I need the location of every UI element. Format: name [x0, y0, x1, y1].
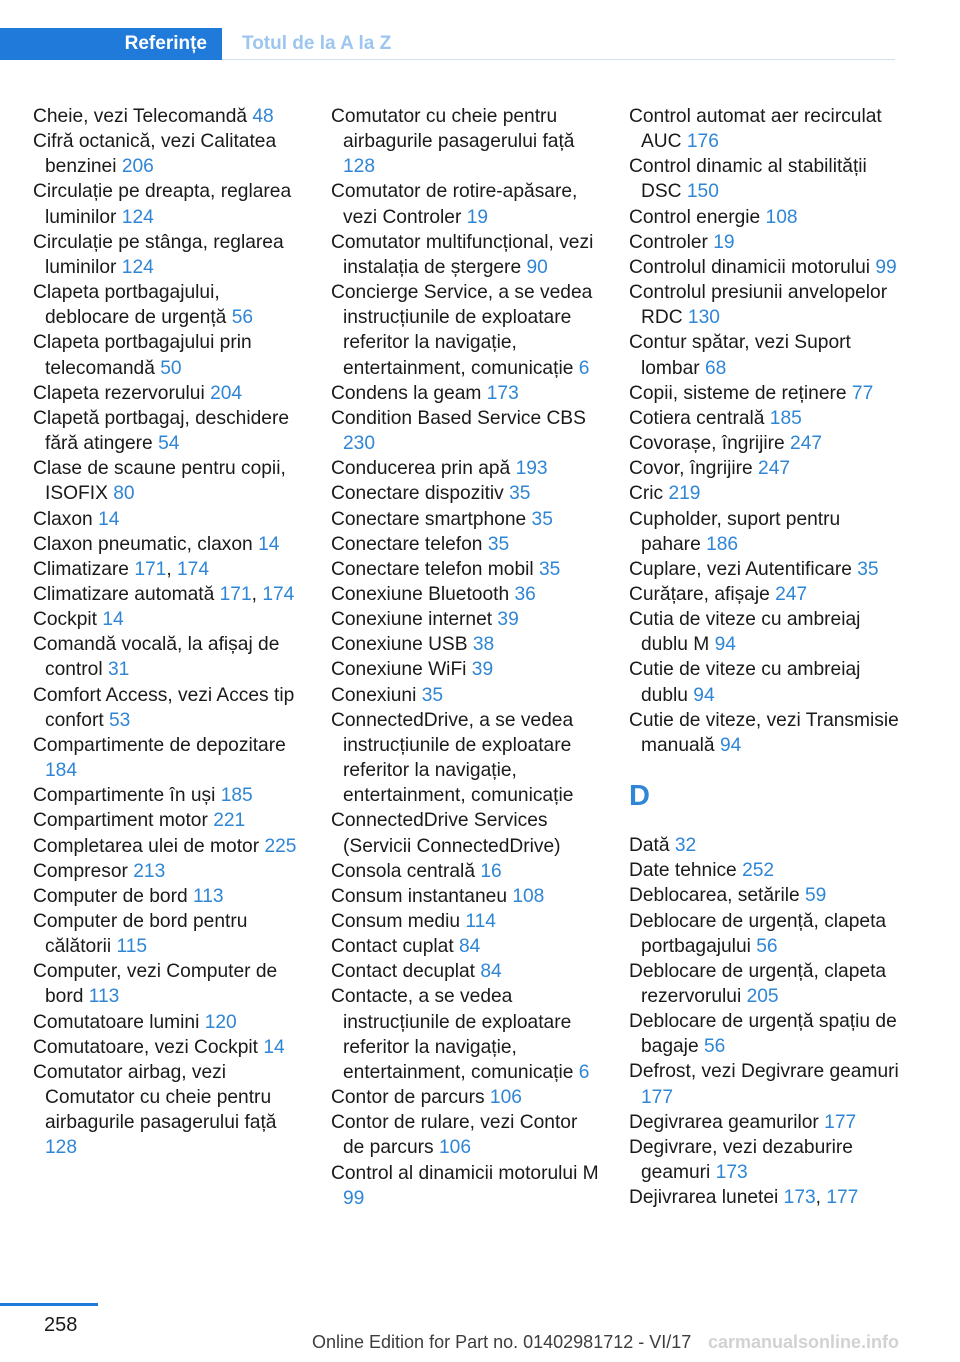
page-link[interactable]: 230: [343, 433, 376, 455]
index-entry: [331, 532, 601, 557]
page-link[interactable]: 39: [471, 659, 494, 681]
index-entry: [629, 1009, 899, 1059]
index-entry-text: Degivrarea geamurilor: [629, 1111, 819, 1133]
index-entry-text: Date tehnice: [629, 860, 737, 882]
page-link[interactable]: 113: [193, 885, 224, 907]
page-link[interactable]: 90: [526, 256, 548, 278]
page-link[interactable]: 120: [204, 1011, 237, 1033]
index-entry-text: Deblocare de urgență spațiu de bagaje: [629, 1011, 897, 1058]
index-entry-text: Claxon: [33, 508, 93, 530]
index-entry-text: Deblocare de urgență, clapeta portbagajului: [629, 910, 887, 957]
index-entry-text: Controlul dinamicii motorului: [629, 256, 871, 278]
index-entry-text: Comutatoare, vezi Cockpit: [33, 1036, 259, 1058]
page-link[interactable]: 94: [693, 684, 715, 706]
index-entry-text: Cifră octanică, vezi Calitatea benzinei: [33, 131, 277, 178]
index-entry: [629, 456, 899, 481]
page-link[interactable]: 53: [109, 709, 131, 731]
index-entry-text: Conducerea prin apă: [331, 458, 511, 480]
index-entry: [629, 1135, 899, 1185]
page-link[interactable]: 77: [851, 382, 874, 404]
index-entry-text: Covorașe, îngrijire: [629, 433, 785, 455]
page-link[interactable]: 124: [121, 206, 154, 228]
index-entry: [331, 381, 601, 406]
index-entry-text: Degivrare, vezi dezaburire geamuri: [629, 1136, 853, 1184]
page-link[interactable]: 173: [715, 1162, 748, 1184]
index-entry: [33, 959, 303, 1009]
page-link[interactable]: 19: [713, 231, 735, 253]
page-link[interactable]: 221: [213, 810, 246, 832]
index-entry-text: Climatizare automată: [33, 583, 215, 605]
index-entry-text: Concierge Service, a se vedea instrucțiunile de exploatare referitor la navigație, entertainment, comunicație: [331, 282, 593, 379]
page-link[interactable]: 150: [686, 181, 719, 203]
index-entry: [331, 507, 601, 532]
index-entry-text: Claxon pneumatic, claxon: [33, 533, 253, 555]
index-entry-text: Computer de bord: [33, 885, 188, 907]
index-entry-text: Cutia de viteze cu ambreiaj dublu M: [629, 609, 861, 656]
index-entry-text: Contacte, a se vedea instrucțiunile de exploatare referitor la navigație, entertainment, comunicație: [331, 986, 574, 1083]
header-tab-bar: [0, 28, 895, 60]
page-link[interactable]: 94: [714, 634, 736, 656]
index-entry: [629, 657, 899, 707]
page-link[interactable]: 173: [486, 382, 519, 404]
index-entry-text: Clapeta portbagajului prin telecomandă: [33, 332, 252, 379]
index-entry-text: Controler: [629, 231, 708, 253]
index-entry: [629, 104, 899, 154]
watermark: carmanualsonline.info: [708, 1332, 900, 1352]
index-entry: [331, 607, 601, 632]
page-link[interactable]: 205: [746, 986, 779, 1007]
index-entry-text: Circulație pe stânga, reglarea luminilor: [33, 231, 284, 278]
index-entry-text: Clase de scaune pentru copii, ISOFIX: [33, 458, 286, 505]
index-entry-text: Deblocarea, setările: [629, 885, 800, 907]
index-entry-text: Consum mediu: [331, 911, 461, 932]
page-link[interactable]: 171: [134, 558, 167, 580]
page-link[interactable]: 14: [258, 533, 280, 555]
index-entry-text: Conectare telefon: [331, 533, 483, 555]
page-link[interactable]: 177: [641, 1086, 674, 1108]
index-entry-text: Conexiuni: [331, 684, 417, 706]
tab-referinte[interactable]: Referințe: [0, 28, 222, 60]
page-link[interactable]: 106: [489, 1087, 522, 1109]
page-link[interactable]: 31: [107, 659, 130, 681]
page-link[interactable]: 185: [769, 407, 802, 429]
index-entry-text: ConnectedDrive, a se vedea instrucțiunile de exploatare referitor la navigație, entertainment, comunicație: [331, 709, 574, 807]
index-entry-text: Compartiment motor: [33, 810, 208, 832]
index-entry-text: Comutator de rotire-apăsare, vezi Controler: [331, 181, 578, 228]
index-entry-text: Condens la geam: [331, 382, 482, 404]
index-entry: [629, 833, 899, 858]
index-entry: [33, 381, 303, 406]
index-entry-text: Comandă vocală, la afișaj de control: [33, 634, 280, 681]
index-entry: [629, 507, 899, 557]
index-entry-text: Conectare smartphone: [331, 508, 527, 530]
page-link[interactable]: 225: [264, 835, 297, 857]
index-column-2: [331, 104, 601, 1211]
page-link[interactable]: 185: [220, 785, 253, 807]
index-entry: [331, 406, 601, 456]
index-entry-text: Cotiera centrală: [629, 407, 765, 429]
index-entry: [629, 1110, 899, 1135]
page-link[interactable]: 99: [875, 256, 897, 278]
index-entry: [331, 481, 601, 506]
page-number: 258: [44, 1314, 78, 1336]
index-entry-text: Climatizare: [33, 558, 129, 580]
page-link[interactable]: 173: [783, 1187, 816, 1209]
index-entry-text: Clapetă portbagaj, deschidere fără atingere: [33, 407, 290, 455]
index-entry-text: Dată: [629, 835, 670, 857]
index-entry-text: Compresor: [33, 860, 128, 882]
page-link[interactable]: 35: [531, 508, 553, 530]
page-link[interactable]: 193: [515, 458, 548, 480]
index-entry-text: Conexiune internet: [331, 609, 493, 631]
page-link[interactable]: 59: [805, 885, 827, 907]
page-link[interactable]: 54: [158, 433, 180, 455]
page-link[interactable]: 84: [459, 936, 481, 958]
index-entry: [33, 607, 303, 632]
index-entry: [331, 884, 601, 909]
page-link[interactable]: 39: [497, 609, 519, 631]
page-link[interactable]: 6: [578, 1061, 590, 1083]
index-entry: [33, 1010, 303, 1035]
index-entry-text: Cric: [629, 483, 664, 505]
index-entry-text: Condition Based Service CBS: [331, 407, 586, 429]
page-link[interactable]: 14: [263, 1036, 285, 1058]
page-link[interactable]: 106: [439, 1137, 472, 1159]
index-entry: [33, 884, 303, 909]
index-entry: [331, 1085, 601, 1110]
index-entry-text: Comfort Access, vezi Acces tip confort: [33, 684, 295, 731]
page-link[interactable]: 84: [480, 961, 502, 983]
page-link[interactable]: 108: [765, 206, 798, 228]
page-link[interactable]: 128: [343, 156, 376, 178]
index-entry: [629, 255, 899, 280]
index-column-3: [629, 104, 899, 1210]
tab-divider: [222, 59, 895, 60]
index-entry: [331, 632, 601, 657]
index-entry: [629, 708, 899, 758]
page-link[interactable]: 171: [219, 583, 252, 605]
index-entry-text: Cuplare, vezi Autentificare: [629, 558, 852, 580]
index-entry: [629, 481, 899, 506]
page-link[interactable]: 124: [121, 256, 154, 278]
page-link[interactable]: 35: [509, 483, 531, 505]
index-entry: [331, 683, 601, 708]
index-entry-text: Compartimente în uși: [33, 785, 216, 807]
page-link[interactable]: 35: [539, 558, 561, 580]
index-entry-text: Contact decuplat: [331, 961, 475, 983]
index-entry-text: Cheie, vezi Telecomandă: [33, 106, 248, 127]
footer-accent-line: [0, 1303, 98, 1306]
page-link[interactable]: 108: [512, 885, 545, 907]
index-entry: [629, 582, 899, 607]
index-entry: [331, 934, 601, 959]
index-entry-text: Curățare, afișaje: [629, 583, 770, 605]
page-link[interactable]: 35: [857, 558, 879, 580]
page-link[interactable]: 247: [775, 583, 808, 605]
index-entry: [331, 280, 601, 381]
index-entry: [33, 632, 303, 682]
index-entry: [33, 280, 303, 330]
index-entry-text: Defrost, vezi Degivrare geamuri: [629, 1061, 899, 1083]
index-entry: [33, 1035, 303, 1060]
index-entry-text: Comutator airbag, vezi Comutator cu cheie pentru airbagurile pasagerului față: [33, 1061, 277, 1134]
page-link[interactable]: 252: [742, 860, 775, 882]
index-entry: [331, 984, 601, 1085]
index-entry: [331, 1161, 601, 1211]
index-entry-text: Comutatoare lumini: [33, 1011, 200, 1033]
page-link[interactable]: 128: [45, 1137, 78, 1159]
page-link[interactable]: 174: [177, 558, 210, 580]
index-entry: [331, 708, 601, 809]
page-link[interactable]: 114: [465, 911, 496, 932]
index-entry: [331, 657, 601, 682]
index-entry: [33, 834, 303, 859]
index-entry: [331, 230, 601, 280]
index-column-1: [33, 104, 303, 1161]
page-link[interactable]: 16: [480, 860, 502, 882]
index-entry-text: Compartimente de depozitare: [33, 734, 286, 756]
index-entry: [33, 406, 303, 456]
index-entry-text: Consola centrală: [331, 860, 475, 882]
index-entry: [33, 532, 303, 557]
index-entry: [331, 909, 601, 934]
index-entry-text: Cupholder, suport pentru pahare: [629, 508, 841, 555]
index-entry: [629, 607, 899, 657]
index-entry: [33, 733, 303, 783]
index-entry: [629, 1059, 899, 1109]
index-entry: [629, 909, 899, 959]
edition-note: Online Edition for Part no. 01402981712 - VI/17: [312, 1332, 692, 1352]
index-entry: [331, 456, 601, 481]
index-entry-text: Cutie de viteze cu ambreiaj dublu: [629, 659, 861, 706]
page-link[interactable]: 113: [88, 986, 120, 1008]
index-entry-text: Comutator cu cheie pentru airbagurile pasagerului față: [331, 106, 575, 153]
page-link[interactable]: 247: [790, 433, 823, 455]
index-entry-text: Control automat aer recirculat AUC: [629, 106, 882, 153]
index-entry: [629, 431, 899, 456]
page-link[interactable]: 186: [706, 533, 739, 555]
page-link[interactable]: 206: [121, 156, 154, 178]
index-entry: [33, 330, 303, 380]
index-entry-text: Computer, vezi Computer de bord: [33, 961, 278, 1008]
index-entry: [331, 959, 601, 984]
index-entry: [33, 179, 303, 229]
index-entry-text: Conexiune WiFi: [331, 659, 467, 681]
index-entry-text: Contact cuplat: [331, 936, 454, 958]
index-entry: [629, 858, 899, 883]
index-entry-text: Clapeta portbagajului, deblocare de urgență: [33, 282, 227, 329]
index-entry: [331, 179, 601, 229]
index-entry-text: Conectare telefon mobil: [331, 558, 534, 580]
index-entry-text: Conectare dispozitiv: [331, 483, 504, 505]
page-link[interactable]: 56: [756, 935, 778, 957]
index-entry-text: Cutie de viteze, vezi Transmisie manuală: [629, 709, 899, 756]
page-link[interactable]: 177: [824, 1111, 857, 1133]
index-entry: [33, 859, 303, 884]
index-entry: [33, 129, 303, 179]
page-link[interactable]: 56: [703, 1036, 726, 1058]
page-link[interactable]: 130: [687, 307, 720, 329]
page-link[interactable]: 99: [343, 1187, 365, 1209]
index-entry: [331, 1110, 601, 1160]
index-entry: [331, 582, 601, 607]
page-link[interactable]: 247: [758, 458, 791, 480]
index-entry-text: Contor de parcurs: [331, 1087, 485, 1109]
page-link[interactable]: 38: [472, 634, 495, 656]
index-entry: [629, 883, 899, 908]
page-link[interactable]: 176: [686, 131, 719, 153]
page-link[interactable]: 14: [98, 508, 120, 530]
page-link[interactable]: 204: [210, 382, 243, 404]
section-letter: D: [629, 780, 650, 813]
index-entry-text: Controlul presiunii anvelopelor RDC: [629, 282, 888, 329]
index-entry-text: Control al dinamicii motorului M: [331, 1162, 599, 1184]
index-entry: [629, 959, 899, 1009]
index-entry: Dejivrarea lunetei 173, 177: [629, 1187, 859, 1209]
index-entry: [331, 808, 601, 858]
index-entry: [33, 230, 303, 280]
index-entry-text: Conexiune Bluetooth: [331, 583, 510, 605]
page-link[interactable]: 219: [668, 483, 701, 505]
page-link[interactable]: 68: [705, 357, 727, 379]
index-entry: [33, 808, 303, 833]
index-entry-text: Contur spătar, vezi Suport lombar: [629, 332, 851, 379]
page-link[interactable]: 48: [252, 106, 274, 127]
index-entry: [629, 205, 899, 230]
index-entry-text: Copii, sisteme de reținere: [629, 382, 847, 404]
index-entry-text: Conexiune USB: [331, 634, 468, 656]
index-entry: [33, 783, 303, 808]
page-link[interactable]: 36: [514, 583, 536, 605]
index-entry-text: Completarea ulei de motor: [33, 835, 260, 857]
index-entry: [331, 859, 601, 884]
index-entry: [33, 1060, 303, 1161]
index-entry-text: Dejivrarea lunetei: [629, 1187, 779, 1209]
page-link[interactable]: 56: [231, 307, 254, 329]
index-entry-text: Deblocare de urgență, clapeta rezervorului: [629, 960, 887, 1007]
tab-totul-de-la-a-la-z[interactable]: Totul de la A la Z: [242, 33, 392, 54]
index-entry: [331, 104, 601, 179]
index-entry: [33, 104, 303, 129]
index-entry: [33, 507, 303, 532]
index-entry: Climatizare 171, 174: [33, 558, 210, 580]
index-entry: [331, 557, 601, 582]
index-entry-text: Computer de bord pentru călătorii: [33, 911, 248, 958]
index-entry-text: Covor, îngrijire: [629, 458, 753, 480]
index-entry-text: Contor de rulare, vezi Contor de parcurs: [331, 1112, 578, 1159]
page-link[interactable]: 213: [133, 860, 166, 882]
page-link[interactable]: 94: [719, 734, 742, 756]
index-entry: [629, 154, 899, 204]
index-entry-text: Control dinamic al stabilității DSC: [629, 156, 867, 203]
index-entry-text: Consum instantaneu: [331, 885, 507, 907]
index-entry-text: ConnectedDrive Services (Servicii ConnectedDrive): [331, 810, 561, 857]
page-link[interactable]: 19: [466, 206, 489, 228]
index-entry: [629, 230, 899, 255]
page-link[interactable]: 14: [102, 609, 124, 631]
page-link[interactable]: 35: [487, 533, 510, 555]
index-entry: [629, 330, 899, 380]
index-entry-text: Cockpit: [33, 609, 97, 631]
index-entry: [629, 557, 899, 582]
index-entry-text: Clapeta rezervorului: [33, 382, 205, 404]
page-link[interactable]: 50: [160, 357, 182, 379]
index-entry-text: Comutator multifuncțional, vezi instalația de ștergere: [331, 231, 594, 278]
index-entry: [629, 381, 899, 406]
index-entry-text: Circulație pe dreapta, reglarea luminilor: [33, 181, 292, 228]
index-entry: [33, 683, 303, 733]
index-entry: [33, 909, 303, 959]
index-entry: [629, 406, 899, 431]
page-link[interactable]: 6: [578, 357, 590, 379]
page-link[interactable]: 115: [116, 936, 148, 958]
page-link[interactable]: 80: [113, 483, 135, 505]
index-entry-text: Control energie: [629, 206, 761, 228]
index-entry: Climatizare automată 171, 174: [33, 583, 295, 605]
page-link[interactable]: 184: [45, 760, 78, 782]
page-link[interactable]: 35: [421, 684, 444, 706]
page-link[interactable]: 32: [674, 835, 697, 857]
index-entry: [629, 280, 899, 330]
page-link[interactable]: 177: [826, 1187, 859, 1209]
page-link[interactable]: 174: [262, 583, 295, 605]
index-entry: [33, 456, 303, 506]
